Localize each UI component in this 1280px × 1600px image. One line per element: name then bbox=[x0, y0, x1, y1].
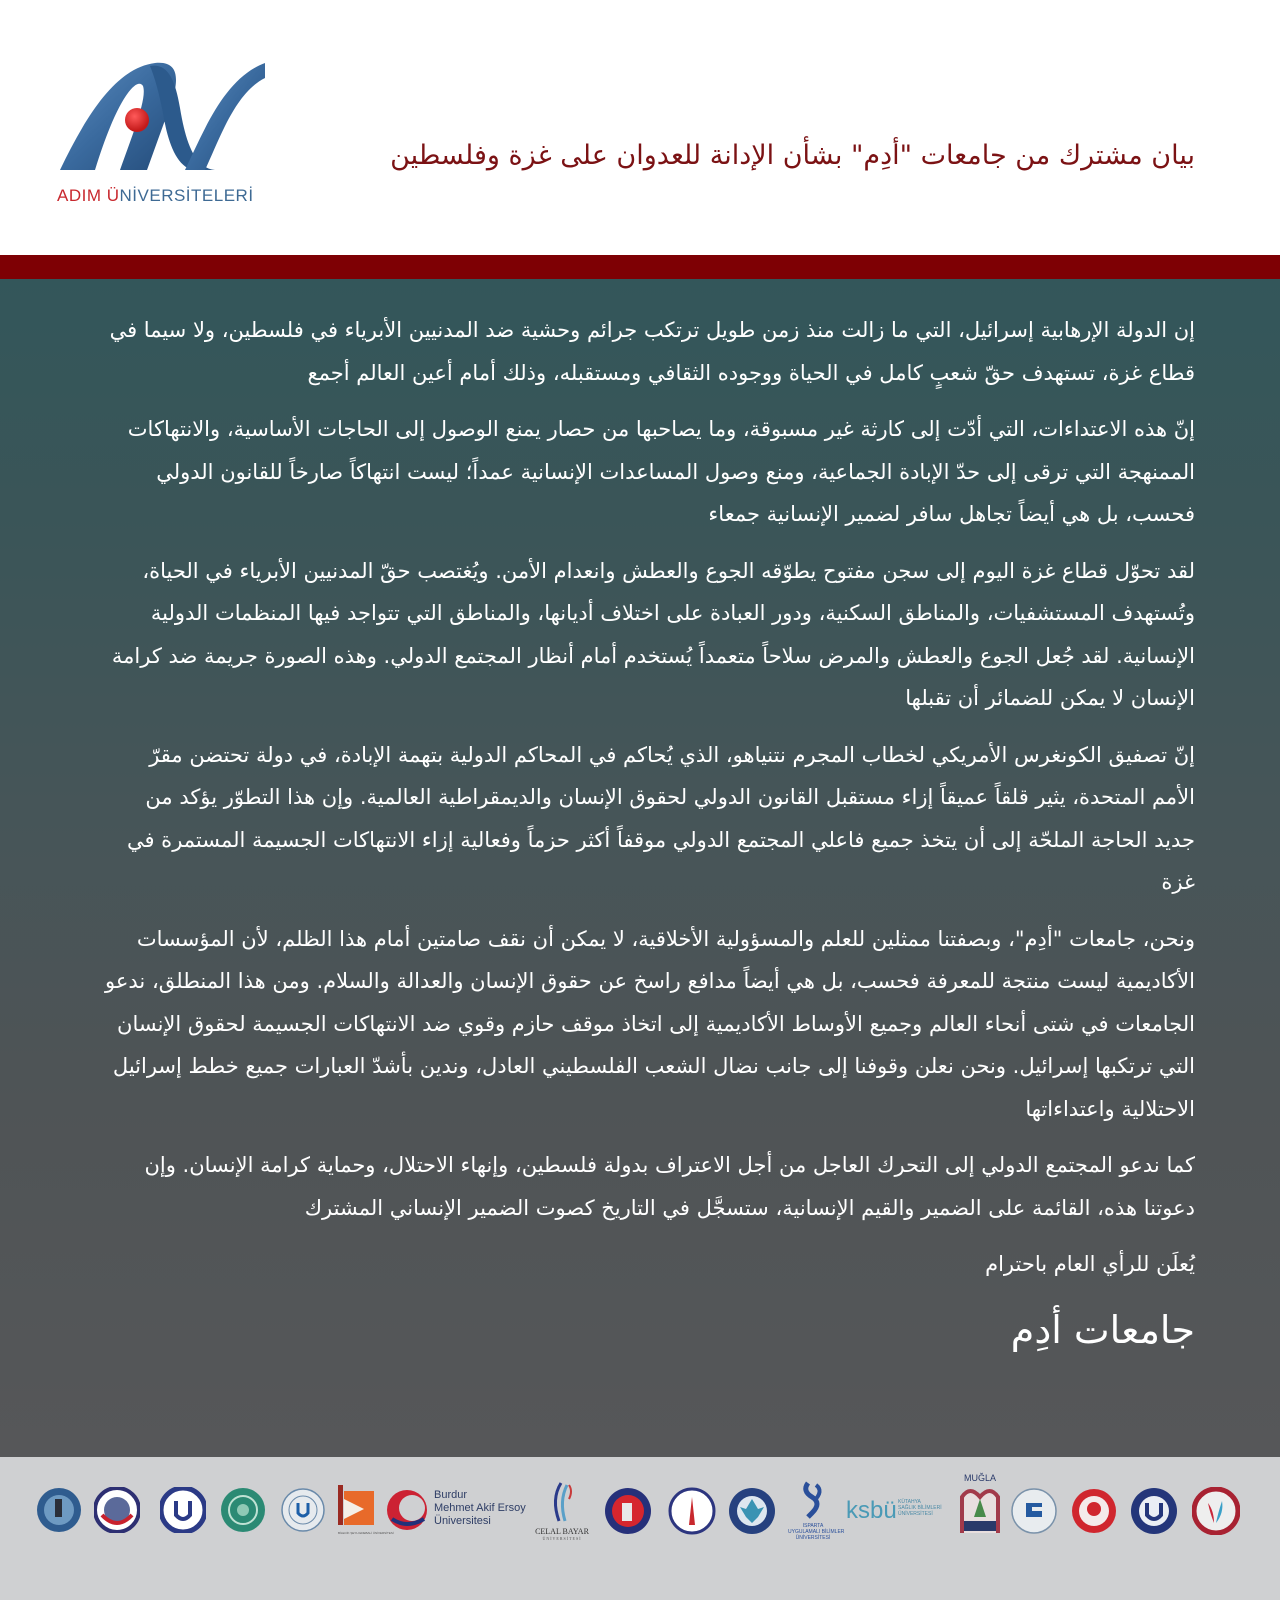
ksbu-line-1: KÜTAHYA bbox=[898, 1499, 921, 1505]
signature: جامعات أدِم bbox=[1010, 1307, 1195, 1352]
adim-ribbon-logo-icon bbox=[55, 58, 275, 188]
aydin-adnan-menderes-university-seal bbox=[160, 1487, 206, 1533]
logo-text-adim: ADIM bbox=[57, 186, 102, 205]
university-seal-16 bbox=[1070, 1487, 1118, 1535]
isparta-line-3: ÜNİVERSİTESİ bbox=[795, 1535, 831, 1541]
paragraph-5: ونحن، جامعات "أدِم"، وبصفتنا ممثلين للعلم والمسؤولية الأخلاقية، لا يمكن أن نقف صامتين أمام هذا الظلم، لأن المؤسسات الأكاديمية ليست منتجة للمعرفة فحسب، بل هي أيضاً مدافع راسخ عن حقوق الإنسان والعدالة والسلام. ومن هذا المنطلق، ندعو الجامعات في شتى أنحاء العالم وجميع الأوساط الأكاديمية إلى اتخاذ موقف حازم وقوي ضد الانتهاكات الجسيمة لحقوق الإنسان التي ترتكبها إسرائيل. ونحن نعلن وقوفنا إلى جانب نضال الشعب الفلسطيني العادل، وندين بأشدّ العبارات جميع خطط إسرائيل الاحتلالية واعتداءاتها bbox=[105, 926, 1195, 1121]
paragraph-4: إنّ تصفيق الكونغرس الأمريكي لخطاب المجرم نتنياهو، الذي يُحاكم في المحاكم الدولية بتهمة الإبادة، في دولة تحتضن مقرّ الأمم المتحدة، يثير قلقاً عميقاً إزاء مستقبل القانون الدولي لحقوق الإنسان والديمقراطية العالمية. وإن هذا التطوّر يؤكد من جديد الحاجة الملحّة إلى أن يتخذ جميع فاعلي المجتمع الدولي موقفاً أكثر حزماً وفعالية إزاء الانتهاكات الجسيمة المستمرة في غزة bbox=[126, 742, 1195, 894]
closing-line: يُعلَن للرأي العام باحترام bbox=[985, 1252, 1195, 1276]
paragraph-1: إن الدولة الإرهابية إسرائيل، التي ما زالت منذ زمن طويل ترتكب جرائم وحشية ضد المدنيين الأبرياء في فلسطين، ولا سيما في قطاع غزة، تستهدف حقّ شعبٍ كامل في الحياة ووجوده الثقافي ومستقبله، وذلك أمام أعين العالم أجمع bbox=[109, 318, 1195, 385]
bilecik-seyh-edebali-university-logo bbox=[338, 1485, 394, 1537]
ksbu-line-2: SAĞLIK BİLİMLERİ bbox=[898, 1505, 942, 1511]
logo-text-u: Ü bbox=[106, 186, 120, 205]
university-seal-10 bbox=[668, 1487, 716, 1535]
isparta-line-2: UYGULAMALI BİLİMLER bbox=[788, 1529, 845, 1535]
celal-bayar-flame-icon bbox=[547, 1481, 577, 1523]
celal-bayar-caption: CELAL BAYAR bbox=[535, 1527, 589, 1536]
balikesir-university-seal bbox=[220, 1487, 266, 1533]
header-divider-bar bbox=[0, 255, 1280, 279]
university-seal-1 bbox=[36, 1487, 82, 1533]
paragraph-2: إنّ هذه الاعتداءات، التي أدّت إلى كارثة غير مسبوقة، وما يصاحبها من حصار يمنع الوصول إلى الحاجات الأساسية، والانتهاكات الممنهجة التي ترقى إلى حدّ الإبادة الجماعية، ومنع وصول المساعدات الإنسانية عمداً؛ ليست انتهاكاً صارخاً للقانون الدولي فحسب، بل هي أيضاً تجاهل سافر لضمير الإنسانية جمعاء bbox=[127, 417, 1195, 526]
logo-wordmark bbox=[57, 186, 254, 206]
adim-universities-logo bbox=[55, 58, 275, 213]
university-seal-11 bbox=[728, 1487, 776, 1535]
burdur-line-1: Burdur bbox=[434, 1489, 468, 1501]
mugla-arch-icon bbox=[960, 1483, 1000, 1535]
isparta-line-1: ISPARTA bbox=[802, 1523, 824, 1529]
celal-bayar-subcaption: ÜNİVERSİTESİ bbox=[542, 1536, 582, 1541]
bilecik-caption: BİLECİK ŞEYH EDEBALİ ÜNİVERSİTESİ bbox=[338, 1531, 394, 1535]
bilecik-mark-icon bbox=[338, 1485, 374, 1527]
ksbu-mark: ksbü bbox=[846, 1497, 897, 1524]
university-seal-5 bbox=[280, 1487, 326, 1533]
burdur-mehmet-akif-ersoy-university-logo bbox=[386, 1489, 536, 1539]
celal-bayar-university-logo bbox=[532, 1481, 592, 1541]
statement-panel bbox=[0, 279, 1280, 1457]
ksbu-line-3: ÜNİVERSİTESİ bbox=[898, 1511, 933, 1517]
header bbox=[0, 0, 1280, 255]
ksbu-logo bbox=[846, 1491, 956, 1531]
paragraph-3: لقد تحوّل قطاع غزة اليوم إلى سجن مفتوح يطوّقه الجوع والعطش وانعدام الأمن. ويُغتصب حقّ المدنيين الأبرياء في الحياة، وتُستهدف المستشفيات، والمناطق السكنية، ودور العبادة على اختلاف أديانها، والمناطق التي تتواجد فيها المنظمات الدولية الإنسانية. لقد جُعل الجوع والعطش والمرض سلاحاً متعمداً يُستخدم أمام أنظار المجتمع الدولي. وهذه الصورة جريمة ضد كرامة الإنسان لا يمكن للضمائر أن تقبلها bbox=[111, 558, 1195, 710]
burdur-line-2: Mehmet Akif Ersoy bbox=[434, 1502, 526, 1514]
logo-text-universiteleri: NİVERSİTELERİ bbox=[119, 186, 254, 205]
usak-university-seal bbox=[1130, 1487, 1178, 1535]
statement-body bbox=[105, 309, 1195, 1360]
isparta-university-logo bbox=[788, 1481, 845, 1541]
burdur-line-3: Üniversitesi bbox=[434, 1515, 491, 1527]
paragraph-6: كما ندعو المجتمع الدولي إلى التحرك العاجل من أجل الاعتراف بدولة فلسطين، وإنهاء الاحتلال، وحماية كرامة الإنسان. وإن دعوتنا هذه، القائمة على الضمير والقيم الإنسانية، ستسجَّل في التاريخ كصوت الضمير الإنساني المشترك bbox=[144, 1153, 1195, 1220]
pamukkale-university-seal bbox=[1010, 1487, 1058, 1535]
university-seal-2 bbox=[94, 1487, 140, 1533]
mugla-university-logo bbox=[958, 1473, 1002, 1543]
university-seal-18 bbox=[1192, 1487, 1240, 1535]
canakkale-onsekiz-mart-university-seal bbox=[604, 1487, 652, 1535]
burdur-crescent-icon bbox=[386, 1489, 428, 1531]
mugla-caption: MUĞLA bbox=[963, 1473, 996, 1483]
isparta-mark-icon bbox=[800, 1481, 826, 1519]
document-title: بيان مشترك من جامعات "أدِم" بشأن الإدانة للعدوان على غزة وفلسطين bbox=[390, 140, 1195, 171]
partner-logos-footer bbox=[0, 1457, 1280, 1600]
